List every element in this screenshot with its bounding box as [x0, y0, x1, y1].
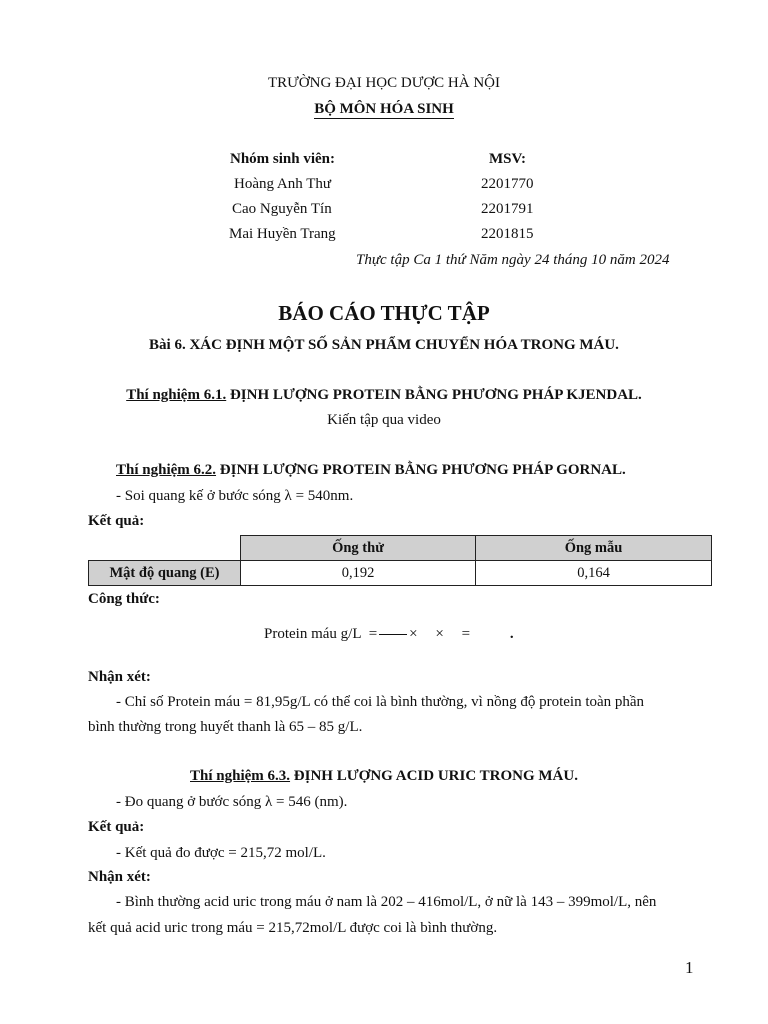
- exp62-remark-line: bình thường trong huyết thanh là 65 – 85 g/L.: [88, 719, 363, 735]
- formula-label: Công thức:: [88, 591, 160, 607]
- formula-equals: =: [461, 626, 471, 642]
- exp62-result-label: Kết quả:: [88, 513, 145, 529]
- exp63-remark-label: Nhận xét:: [88, 869, 151, 885]
- student-id: 2201791: [481, 201, 534, 217]
- student-id: 2201815: [481, 226, 534, 242]
- lesson-title: Bài 6. XÁC ĐỊNH MỘT SỐ SẢN PHẨM CHUYỂN HÓA TRONG MÁU.: [149, 337, 619, 353]
- department-name: [0, 99, 768, 119]
- student-name: Mai Huyền Trang: [229, 226, 336, 242]
- table-header-row: [89, 536, 712, 561]
- results-table: [88, 535, 712, 586]
- exp61-title: ĐỊNH LƯỢNG PROTEIN BẰNG PHƯƠNG PHÁP KJENDAL.: [226, 387, 642, 403]
- formula-end: .: [509, 626, 514, 642]
- exp63-result: - Kết quả đo được = 215,72 mol/L.: [116, 845, 326, 861]
- exp61-heading: [0, 385, 768, 405]
- exp63-remark-line: kết quả acid uric trong máu = 215,72mol/L được coi là bình thường.: [88, 920, 498, 936]
- exp62-label: Thí nghiệm 6.2.: [116, 462, 217, 478]
- col-header-sample: Ống thử: [241, 536, 476, 561]
- exp63-remark-line: - Bình thường acid uric trong máu ở nam là 202 – 416mol/L, ở nữ là 143 – 399mol/L, nên: [116, 894, 657, 910]
- student-name: Hoàng Anh Thư: [234, 176, 332, 192]
- exp62-heading: [116, 460, 626, 480]
- student-name: Cao Nguyễn Tín: [232, 201, 332, 217]
- exp63-step: - Đo quang ở bước sóng λ = 546 (nm).: [116, 794, 348, 810]
- exp61-note: Kiến tập qua video: [327, 412, 441, 428]
- table-corner: [89, 536, 241, 561]
- formula-equals: =: [368, 626, 378, 642]
- table-row: [89, 561, 712, 586]
- row-header-od: Mật độ quang (E): [89, 561, 241, 586]
- page-number: 1: [685, 958, 694, 977]
- formula-times: ×: [409, 626, 418, 642]
- col-header-standard: Ống mẫu: [476, 536, 712, 561]
- exp62-remark-line: - Chỉ số Protein máu = 81,95g/L có thể coi là bình thường, vì nồng độ protein toàn phần: [116, 694, 645, 710]
- msv-label: MSV:: [489, 151, 526, 167]
- cell-standard-od: 0,164: [476, 561, 712, 586]
- exp62-title: ĐỊNH LƯỢNG PROTEIN BẰNG PHƯƠNG PHÁP GORNAL.: [216, 462, 626, 478]
- exp62-remark-label: Nhận xét:: [88, 669, 151, 685]
- exp63-heading: [0, 766, 768, 786]
- cell-sample-od: 0,192: [241, 561, 476, 586]
- formula-left: Protein máu g/L: [264, 626, 361, 642]
- department-label: BỘ MÔN HÓA SINH: [314, 101, 454, 117]
- exp63-result-label: Kết quả:: [88, 819, 145, 835]
- session-info: Thực tập Ca 1 thứ Năm ngày 24 tháng 10 năm 2024: [356, 252, 670, 268]
- exp63-title: ĐỊNH LƯỢNG ACID URIC TRONG MÁU.: [290, 768, 578, 784]
- student-id: 2201770: [481, 176, 534, 192]
- exp62-step: - Soi quang kế ở bước sóng λ = 540nm.: [116, 488, 354, 504]
- fraction-bar: [379, 634, 407, 635]
- formula: [264, 624, 514, 644]
- group-label: Nhóm sinh viên:: [230, 151, 336, 167]
- university-name: TRƯỜNG ĐẠI HỌC DƯỢC HÀ NỘI: [267, 75, 501, 91]
- formula-times: ×: [435, 626, 444, 642]
- exp61-label: Thí nghiệm 6.1.: [126, 387, 227, 403]
- report-title: BÁO CÁO THỰC TẬP: [278, 301, 490, 325]
- exp63-label: Thí nghiệm 6.3.: [190, 768, 291, 784]
